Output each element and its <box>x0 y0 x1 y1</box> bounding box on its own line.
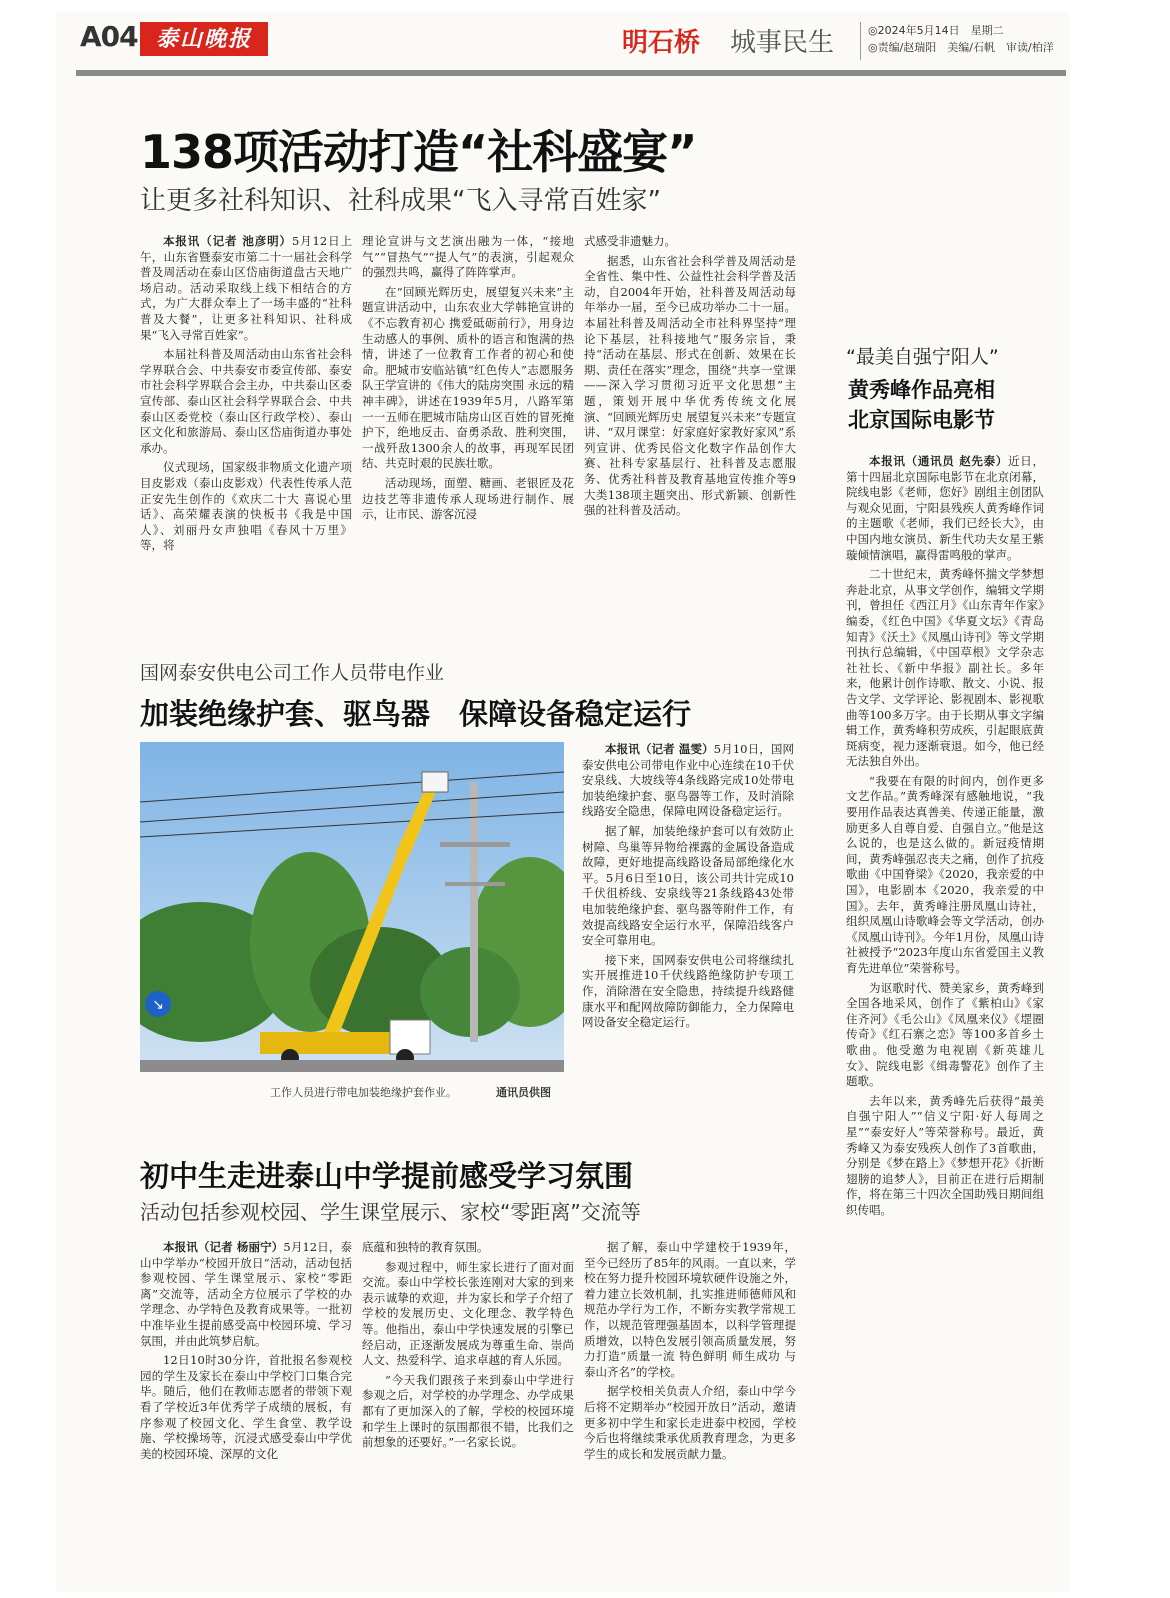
article3-byline: 本报讯（记者 杨丽宁） <box>163 1240 284 1254</box>
article2-photo <box>140 742 564 1072</box>
article2-column <box>582 742 794 1092</box>
article1-col2-p2: 在“回顾光辉历史，展望复兴未来”主题宣讲活动中，山东农业大学韩艳宣讲的《不忘教育初心 携爱砥砺前行》，用身边生动感人的事例、质朴的语言和饱满的热情，讲述了一位教育工作者的初心和使命。肥城市安临站镇“红色传人”志愿服务队王学宣讲的《伟大的陆房突围 永远的精神丰碑》，讲述在1939年5月，八路军第一一五师在肥城市陆房山区百姓的冒死掩护下，绝地反击、奋勇杀敌、胜利突围，一战歼敌1300余人的故事，再现军民团结、共克时艰的民族壮歌。 <box>362 284 574 471</box>
article1-col3-p1: 式感受非遗魅力。 <box>584 234 676 248</box>
page-number: A04 <box>80 20 138 53</box>
article1-subtitle: 让更多社科知识、社科成果“飞入寻常百姓家” <box>140 186 661 216</box>
article4-byline: 本报讯（通讯员 赵先泰） <box>869 454 1009 468</box>
date-line: ◎2024年5月14日 星期二 <box>868 24 1004 37</box>
header-divider <box>860 22 861 60</box>
article2-kicker: 国网泰安供电公司工作人员带电作业 <box>140 662 445 684</box>
article1-column-3 <box>584 234 796 604</box>
article1-col1-p3: 仪式现场，国家级非物质文化遗产项目皮影戏（泰山皮影戏）代表性传承人范正安先生创作的《欢庆二十大 喜说心里话》、高荣耀表演的快板书《我是中国人》、刘丽丹女声独唱《春风十万里》等，将 <box>140 460 352 553</box>
article3-col2-p2: 参观过程中，师生家长进行了面对面交流。泰山中学校长张连刚对大家的到来表示诚挚的欢迎，并为家长和学子介绍了学校的发展历史、文化理念、教学特色等。他指出，泰山中学快速发展的引擎已经启动，正逐渐发展成为尊重生命、崇尚人文、热爱科学、追求卓越的育人乐园。 <box>362 1259 574 1368</box>
section-title: 城事民生 <box>730 28 835 58</box>
article2-p1: 5月10日，国网泰安供电公司带电作业中心连续在10千伏安泉线、大坡线等4条线路完成10处带电加装绝缘护套、驱鸟器等工作，及时消除线路安全隐患，保障电网设备稳定运行。 <box>582 742 794 819</box>
article3-col1-p2: 12日10时30分许，首批报名参观校园的学生及家长在泰山中学校门口集合完毕。随后，他们在教师志愿者的带领下观看了学校近3年优秀学子成绩的展板，有序参观了校园文化、学生食堂、教学设施、学校操场等，沉浸式感受泰山中学优美的校园环境、深厚的文化 <box>140 1353 352 1461</box>
newspaper-page <box>56 12 1070 1592</box>
article4-p2: 二十世纪末，黄秀峰怀揣文学梦想奔赴北京，从事文学创作，编辑文学期刊，曾担任《西江月》《山东青年作家》编委，《红色中国》《华夏文坛》《青岛知青》《沃土》《凤凰山诗刊》等文学期刊执行总编辑，《中国草根》文学杂志社社长、《新中华报》副社长。多年来，他累计创作诗歌、散文、小说、报告文学、文学评论、影视剧本、影视歌曲等100多万字。由于长期从事文字编辑工作，黄秀峰积劳成疾，引起眼底黄斑病变，视力逐渐衰退。如今，他已经无法独自外出。 <box>846 567 1044 769</box>
article1-col1-p1: 5月12日上午，山东省暨泰安市第二十一届社会科学普及周活动在泰山区岱庙街道盘古天地广场启动。活动采取线上线下相结合的方式，为广大群众奉上了一场丰盛的“社科普及大餐”，让更多社科知识、社科成果“飞入寻常百姓家”。 <box>140 234 352 342</box>
bucket-truck-illustration <box>140 742 564 1072</box>
article4-p3: “我要在有限的时间内，创作更多文艺作品。”黄秀峰深有感触地说，“我要用作品表达真善美、传递正能量，激励更多人自尊自爱、自强自立。”他是这么说的，也是这么做的。新冠疫情期间，黄秀峰强忍丧夫之痛，创作了抗疫歌曲《中国脊梁》《2020，我亲爱的中国》，电影剧本《2020，我亲爱的中国》。去年，黄秀峰注册凤凰山诗社，组织凤凰山诗歌峰会等文学活动，创办《凤凰山诗刊》。今年1月份，凤凰山诗社被授予“2023年度山东省爱国主义教育先进单位”荣誉称号。 <box>846 773 1044 975</box>
article4-p5: 去年以来，黄秀峰先后获得“最美自强宁阳人”“信义宁阳·好人每周之星”“泰安好人”等荣誉称号。最近，黄秀峰又为泰安残疾人创作了3首歌曲，分别是《梦在路上》《梦想开花》《折断翅膀的追梦人》，目前正在进行后期制作，将在第三十四次全国助残日期间组织传唱。 <box>846 1093 1044 1217</box>
staff-line: ◎责编/赵瑞阳 美编/石帆 审读/柏洋 <box>868 41 1054 54</box>
article4-p4: 为讴歌时代、赞美家乡，黄秀峰到全国各地采风，创作了《紫柏山》《家住齐河》《毛公山》《凤凰来仪》《堽圈传奇》《红石寨之恋》等100多首乡土歌曲。他受邀为电视剧《新英雄儿女》、院线电影《缉毒警花》创作了主题歌。 <box>846 980 1044 1089</box>
article3-col2-p3: “今天我们跟孩子来到泰山中学进行参观之后，对学校的办学理念、办学成果都有了更加深入的了解，学校的校园环境和学生上课时的氛围都很不错，比我们之前想象的还要好。”一名家长说。 <box>362 1372 574 1450</box>
article1-col1-p2: 本届社科普及周活动由山东省社会科学界联合会、中共泰安市委宣传部、泰安市社会科学界联合会主办，中共泰山区委宣传部、泰山区社会科学界联合会、中共泰山区委党校（泰山区行政学校）、泰山区文化和旅游局、泰山区岱庙街道办事处承办。 <box>140 347 352 455</box>
article2-title: 加装绝缘护套、驱鸟器 保障设备稳定运行 <box>140 697 692 731</box>
article1-col2-p1: 理论宣讲与文艺演出融为一体，“接地气”“冒热气”“提人气”的表演，引起观众的强烈共鸣，赢得了阵阵掌声。 <box>362 234 574 280</box>
article4-p1: 近日，第十四届北京国际电影节在北京闭幕，院线电影《老师，您好》剧组主创团队与观众见面，宁阳县残疾人黄秀峰作词的主题歌《老师，我们已经长大》，由中国内地女演员、新生代功夫女星王紫璇倾情演唱，赢得雷鸣般的掌声。 <box>846 454 1044 562</box>
paper-logo: 泰山晚报 <box>140 22 268 56</box>
article1-column-2 <box>362 234 574 604</box>
section-editor-name: 明石桥 <box>622 28 701 58</box>
article2-p2: 据了解，加装绝缘护套可以有效防止树障、鸟巢等异物给裸露的金属设备造成故障，更好地提高线路设备局部绝缘化水平。5月6日至10日，该公司共计完成10千伏徂桥线、安泉线等21条线路43处带电加装绝缘护套、驱鸟器等附件工作，有效提高线路安全运行水平，保障沿线客户安全可靠用电。 <box>582 823 794 948</box>
article3-col1-p1: 5月12日，泰山中学举办“校园开放日”活动，活动包括参观校园、学生课堂展示、家校“零距离”交流等，活动全方位展示了学校的办学理念、办学特色及教育成果等。一批初中准毕业生提前感受高中校园环境、学习氛围，并由此筑梦启航。 <box>140 1240 352 1348</box>
svg-text:↘: ↘ <box>152 997 164 1013</box>
article4-title-line1: 黄秀峰作品亮相 <box>848 378 995 402</box>
header-meta <box>868 22 1054 56</box>
article1-title: 138项活动打造“社科盛宴” <box>140 125 697 179</box>
article3-title: 初中生走进泰山中学提前感受学习氛围 <box>140 1159 634 1193</box>
article1-column-1 <box>140 234 352 604</box>
header-rule <box>76 70 1066 76</box>
page-header <box>56 12 1070 76</box>
article3-col3-p2: 据学校相关负责人介绍，泰山中学今后将不定期举办“校园开放日”活动，邀请更多初中学生和家长走进泰中校园，学校今后也将继续秉承优质教育理念，为更多学生的成长和发展贡献力量。 <box>584 1384 796 1461</box>
photo-credit: 通讯员供图 <box>496 1086 551 1099</box>
article2-byline: 本报讯（记者 温雯） <box>605 742 714 756</box>
article4-column <box>846 454 1044 1570</box>
article4-title-line2: 北京国际电影节 <box>848 408 995 432</box>
article3-column-2 <box>362 1240 574 1570</box>
article3-column-3 <box>584 1240 796 1570</box>
article3-col3-p1: 据了解，泰山中学建校于1939年，至今已经历了85年的风雨。一直以来，学校在努力提升校园环境软硬件设施之外，着力建立长效机制，扎实推进师德师风和规范办学行为工作，不断夯实教学常规工作，以规范管理强基固本，以科学管理提质增效，以特色发展引领高质量发展，努力打造“质量一流 特色鲜明 师生成功 与泰山齐名”的学校。 <box>584 1240 796 1379</box>
photo-caption: 工作人员进行带电加装绝缘护套作业。 <box>270 1086 457 1099</box>
article1-byline: 本报讯（记者 池彦明） <box>163 234 292 248</box>
article3-column-1 <box>140 1240 352 1570</box>
article1-col3-p2: 据悉，山东省社会科学普及周活动是全省性、集中性、公益性社会科学普及活动，自2004年开始，社科普及周活动每年举办一届，至今已成功举办二十一届。本届社科普及周活动全市社科界坚持“理论下基层，社科接地气”服务宗旨，秉持“活动在基层、形式在创新、效果在长期、责任在落实”理念，围绕“共享一堂课——深入学习贯彻习近平文化思想”主题，策划开展中华优秀传统文化展演、“回顾光辉历史 展望复兴未来”专题宣讲、“双月课堂：好家庭好家教好家风”系列宣讲、优秀民俗文化数字作品创作大赛、社科专家基层行、社科普及志愿服务、优秀社科普及教育基地宣传推介等9大类138项主题突出、形式新颖、创新性强的社科普及活动。 <box>584 253 796 518</box>
article4-kicker: “最美自强宁阳人” <box>846 346 999 368</box>
article1-col2-p3: 活动现场，面塑、糖画、老银匠及花边技艺等非遗传承人现场进行制作、展示，让市民、游客沉浸 <box>362 475 574 522</box>
article3-subtitle: 活动包括参观校园、学生课堂展示、家校“零距离”交流等 <box>140 1200 641 1224</box>
article2-p3: 接下来，国网泰安供电公司将继续扎实开展推进10千伏线路绝缘防护专项工作，消除潜在安全隐患，持续提升线路健康水平和配网故障防御能力，全力保障电网设备安全稳定运行。 <box>582 952 794 1030</box>
article3-col2-p1: 底蕴和独特的教育氛围。 <box>362 1240 489 1254</box>
